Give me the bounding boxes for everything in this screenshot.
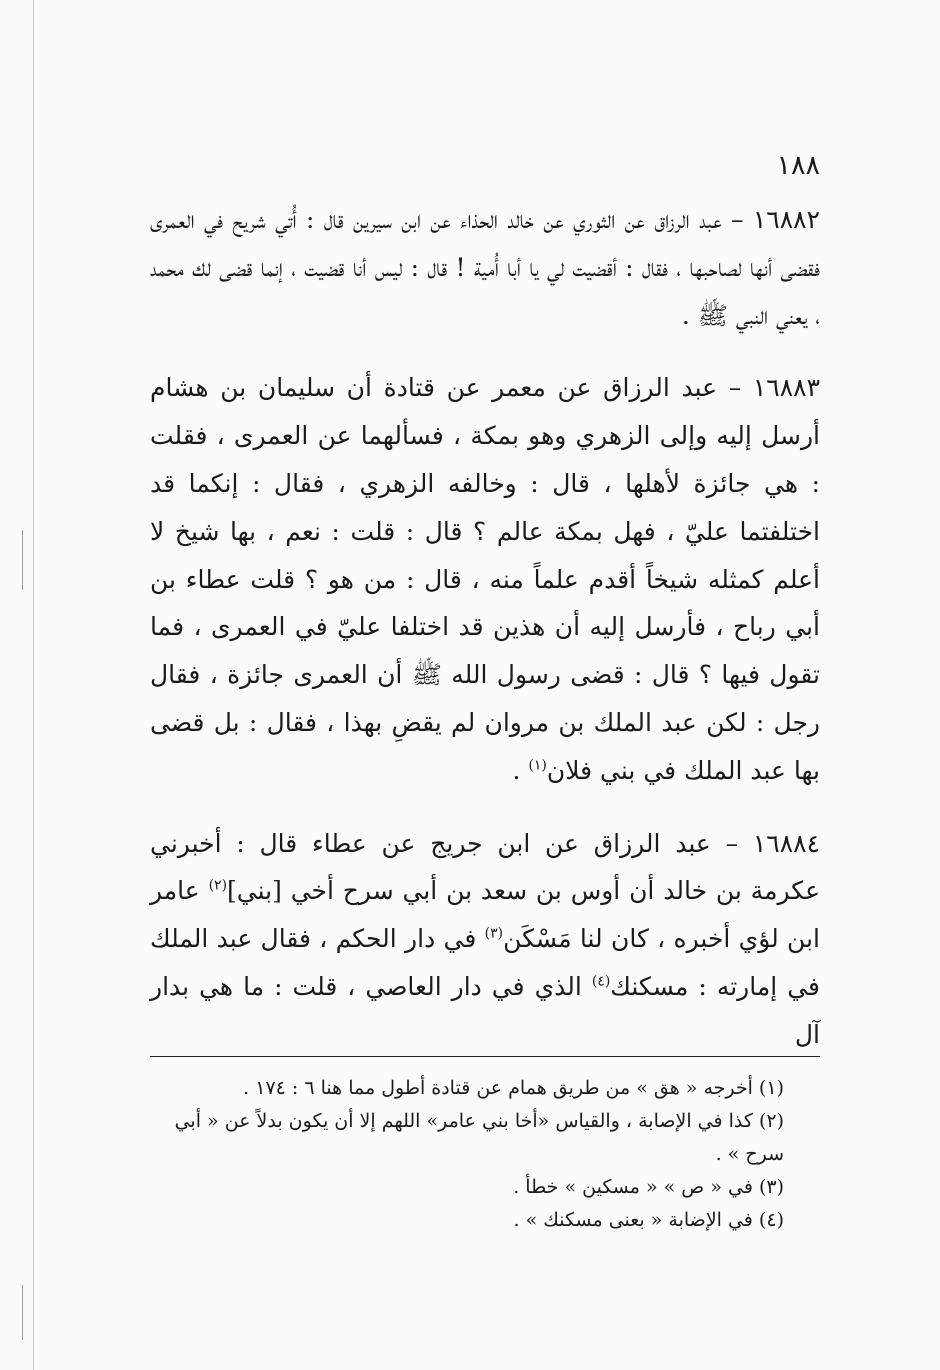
hadith-text: الذي في دار العاصي ، قلت : ما هي بدار آل xyxy=(150,971,820,1049)
hadith-16883 xyxy=(150,364,820,794)
hadith-tail: . xyxy=(512,755,529,785)
footnote-4: (٤) في الإضابة « بعنى مسكنك » . xyxy=(513,1209,784,1231)
main-text xyxy=(150,196,820,1059)
hadith-text: في دار الحكم ، فقال عبد الملك في إمارته : مسكنك xyxy=(150,924,820,1001)
footnote-marker: (١) xyxy=(528,757,547,774)
hadith-text: ١٦٨٨٣ – عبد الرزاق عن معمر عن قتادة أن سليمان بن هشام أرسل إليه وإلى الزهري وهو بمكة ، فسألهما عن العمرى ، فقلت : هي جائزة لأهلها ، قال : وخالفه الزهري ، فقال : إنكما قد اختلفتما عليّ ، فهل بمكة عالم ؟ قال : قلت : نعم ، بها شيخ لا أعلم كمثله شيخاً أقدم علماً منه ، قال : من هو ؟ قلت عطاء بن أبي رباح ، فأرسل إليه أن هذين قد اختلفا عليّ في العمرى ، فما تقول فيها ؟ قال : قضى رسول الله ﷺ أن العمرى جائزة ، فقال رجل : لكن عبد الملك بن مروان لم يقضِ بهذا ، فقال : بل قضى بها عبد الملك في بني فلان xyxy=(150,373,820,785)
footnote-2: (٢) كذا في الإصابة ، والقياس «أخا بني عامر» اللهم إلا أن يكون بدلاً عن « أبي سرح » . xyxy=(174,1110,784,1165)
hadith-text: ١٦٨٨٤ – عبد الرزاق عن ابن جريج عن عطاء قال : أخبرني عكرمة بن خالد أن أوس بن سعد بن أبي سرح أخي [بني] xyxy=(150,828,820,906)
hadith-text: عامر ابن لؤي أخبره ، كان لنا مَسْكَن xyxy=(150,876,820,954)
footnotes xyxy=(150,1072,820,1237)
page-number: ١٨٨ xyxy=(776,150,820,181)
footnote-1: (١) أخرجه « هق » من طريق همام عن قتادة أطول مما هنا ٦ : ١٧٤ . xyxy=(243,1077,784,1099)
hadith-16882: ١٦٨٨٢ – عبد الرزاق عن الثوري عن خالد الحذاء عن ابن سيرين قال : أُتي شريح في العمرى فقضى أنها لصاحبها ، فقال : أقضيت لي يا أبا أُمية ! قال : ليس أنا قضيت ، إنما قضى لك محمد ، يعني النبي ﷺ . xyxy=(150,205,820,330)
page-margin-line xyxy=(33,0,34,1370)
scan-mark xyxy=(22,1285,23,1340)
footnote-marker: (٢) xyxy=(208,878,228,895)
footnote-divider xyxy=(150,1056,820,1057)
footnote-marker: (٤) xyxy=(591,973,611,990)
footnote-marker: (٣) xyxy=(484,925,504,942)
hadith-16884 xyxy=(150,820,820,1059)
scan-mark xyxy=(22,530,23,590)
footnote-3: (٣) في « ص » « مسكين » خطأ . xyxy=(513,1176,784,1198)
